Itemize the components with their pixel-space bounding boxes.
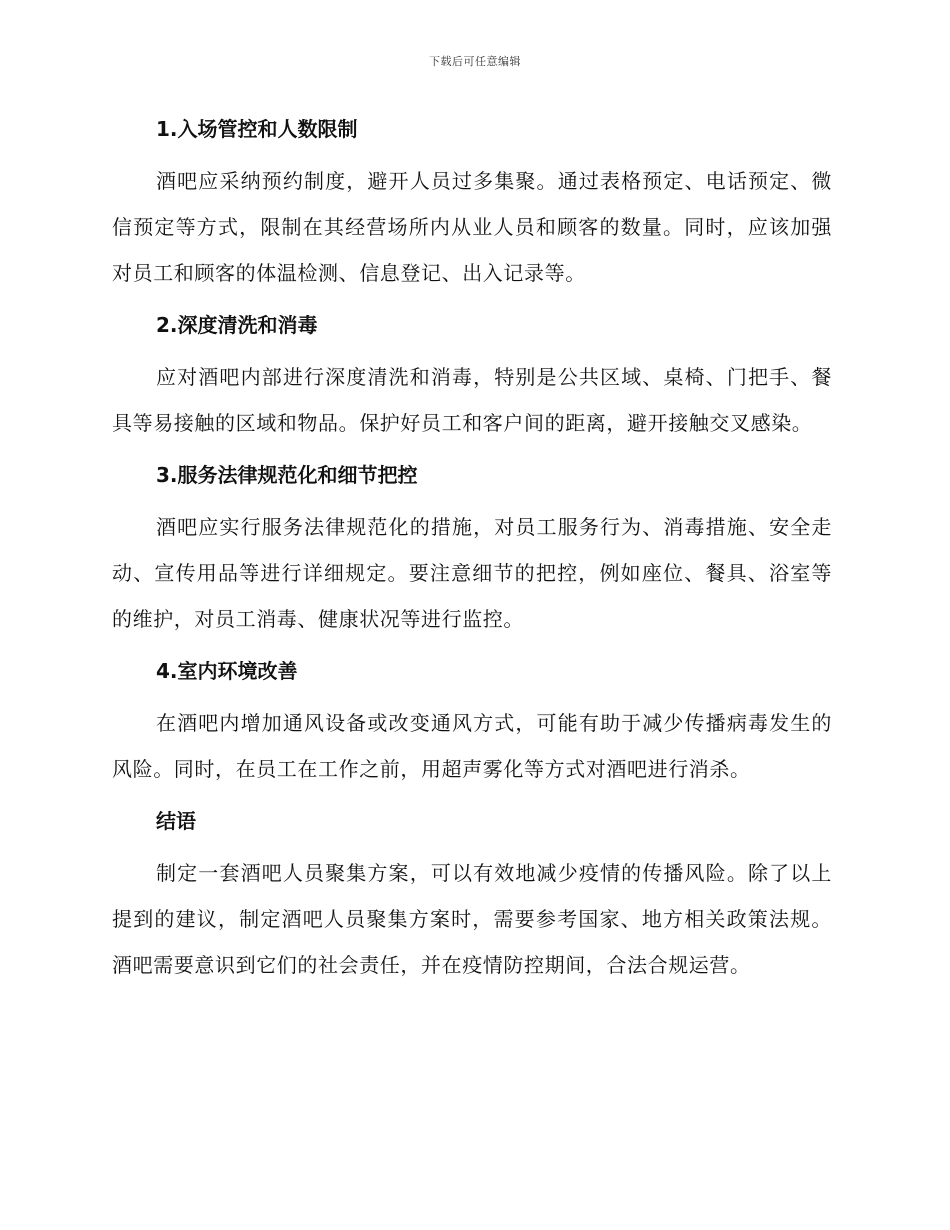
section-2 — [112, 308, 832, 446]
section-3 — [112, 458, 832, 642]
section-heading: 2.深度清洗和消毒 — [156, 313, 318, 337]
section-heading: 结语 — [156, 809, 196, 833]
section-conclusion — [112, 804, 832, 988]
section-paragraph: 在酒吧内增加通风设备或改变通风方式，可能有助于减少传播病毒发生的风险。同时，在员工在工作之前，用超声雾化等方式对酒吧进行消杀。 — [112, 711, 832, 781]
document-body — [112, 112, 832, 988]
section-heading: 4.室内环境改善 — [156, 659, 298, 683]
section-1 — [112, 112, 832, 296]
section-paragraph: 酒吧应采纳预约制度，避开人员过多集聚。通过表格预定、电话预定、微信预定等方式，限制在其经营场所内从业人员和顾客的数量。同时，应该加强对员工和顾客的体温检测、信息登记、出入记录等。 — [112, 169, 832, 285]
header-note: 下载后可任意编辑 — [429, 55, 521, 68]
section-paragraph: 应对酒吧内部进行深度清洗和消毒，特别是公共区域、桌椅、门把手、餐具等易接触的区域和物品。保护好员工和客户间的距离，避开接触交叉感染。 — [112, 365, 832, 435]
section-4 — [112, 654, 832, 792]
section-heading: 3.服务法律规范化和细节把控 — [156, 463, 418, 487]
section-paragraph: 制定一套酒吧人员聚集方案，可以有效地减少疫情的传播风险。除了以上提到的建议，制定酒吧人员聚集方案时，需要参考国家、地方相关政策法规。酒吧需要意识到它们的社会责任，并在疫情防控期间，合法合规运营。 — [112, 861, 832, 977]
section-paragraph: 酒吧应实行服务法律规范化的措施，对员工服务行为、消毒措施、安全走动、宣传用品等进行详细规定。要注意细节的把控，例如座位、餐具、浴室等的维护，对员工消毒、健康状况等进行监控。 — [112, 515, 832, 631]
section-heading: 1.入场管控和人数限制 — [156, 117, 358, 141]
